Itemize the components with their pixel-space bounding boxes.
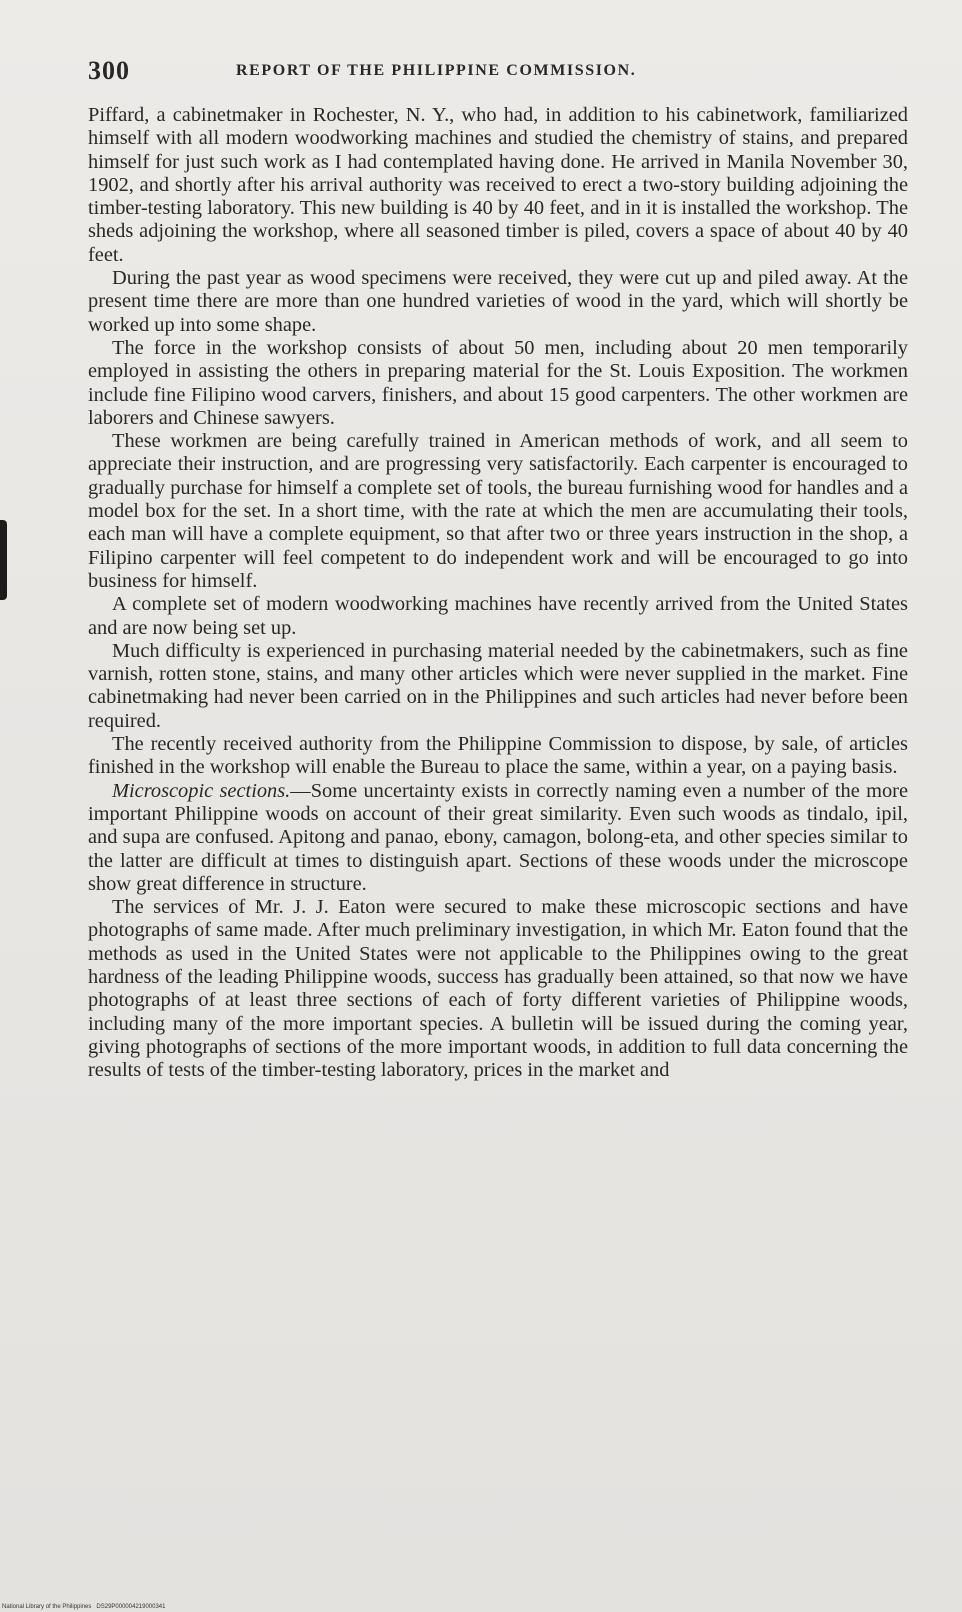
paragraph-materials: Much difficulty is experienced in purchasing material needed by the cabinetmakers, such as fine varnish, rotten stone, stains, and many other articles which were never supplied in the market. Fine cabinetmaking had never been carried on in the Philippines and such articles had never before been required. [88, 639, 908, 732]
scan-footer [2, 1604, 165, 1610]
paragraph-continuation: Piffard, a cabinetmaker in Rochester, N. Y., who had, in addition to his cabinetwork, familiarized himself with all modern woodworking machines and studied the chemistry of stains, and prepared himself for just such work as I had contemplated having done. He arrived in Manila November 30, 1902, and shortly after his arrival authority was received to erect a two-story building adjoining the timber-testing laboratory. This new building is 40 by 40 feet, and in it is installed the workshop. The sheds adjoining the workshop, where all seasoned timber is piled, covers a space of about 40 by 40 feet. [88, 104, 908, 266]
paragraph-machines: A complete set of modern woodworking machines have recently arrived from the United States and are now being set up. [88, 593, 908, 639]
body-text [88, 104, 908, 1082]
footer-library: National Library of the Philippines [2, 1604, 92, 1610]
paragraph-workshop-force: The force in the workshop consists of about 50 men, including about 20 men temporarily employed in assisting the others in preparing material for the St. Louis Exposition. The workmen include fine Filipino wood carvers, finishers, and about 15 good carpenters. The other workmen are laborers and Chinese sawyers. [88, 336, 908, 429]
paragraph-training: These workmen are being carefully trained in American methods of work, and all seem to appreciate their instruction, and are progressing very satisfactorily. Each carpenter is encouraged to gradually purchase for himself a complete set of tools, the bureau furnishing wood for handles and a model box for the set. In a short time, with the rate at which the men are accumulating their tools, each man will have a complete equipment, so that after two or three years instruction in the shop, a Filipino carpenter will feel competent to do independent work and will be encouraged to go into business for himself. [88, 430, 908, 592]
paragraph-microscopic-sections [88, 780, 908, 896]
binding-shadow [0, 520, 7, 600]
page-number: 300 [88, 56, 130, 85]
section-heading-microscopic: Microscopic sections. [112, 779, 291, 802]
footer-code: DS29P000004219000341 [96, 1604, 166, 1610]
page-header [88, 56, 908, 86]
microscopic-text: —Some uncertainty exists in correctly naming even a number of the more important Philippine woods on account of their great similarity. Even such woods as tindalo, ipil, and supa are confused. Apitong and panao, ebony, camagon, bolong-eta, and other species similar to the latter are difficult at times to distinguish apart. Sections of these woods under the microscope show great difference in structure. [88, 779, 908, 895]
paragraph-eaton: The services of Mr. J. J. Eaton were secured to make these microscopic sections and have photographs of same made. After much preliminary investigation, in which Mr. Eaton found that the methods as used in the United States were not applicable to the Philippines owing to the great hardness of the leading Philippine woods, success has gradually been attained, so that now we have photographs of at least three sections of each of forty different varieties of Philippine woods, including many of the more important species. A bulletin will be issued during the coming year, giving photographs of sections of the more important woods, in addition to full data concerning the results of tests of the timber-testing laboratory, prices in the market and [88, 896, 908, 1082]
paragraph-wood-specimens: During the past year as wood specimens were received, they were cut up and piled away. At the present time there are more than one hundred varieties of wood in the yard, which will shortly be worked up into some shape. [88, 267, 908, 336]
paragraph-authority: The recently received authority from the Philippine Commission to dispose, by sale, of articles finished in the workshop will enable the Bureau to place the same, within a year, on a paying basis. [88, 733, 908, 779]
running-head: REPORT OF THE PHILIPPINE COMMISSION. [236, 62, 637, 79]
